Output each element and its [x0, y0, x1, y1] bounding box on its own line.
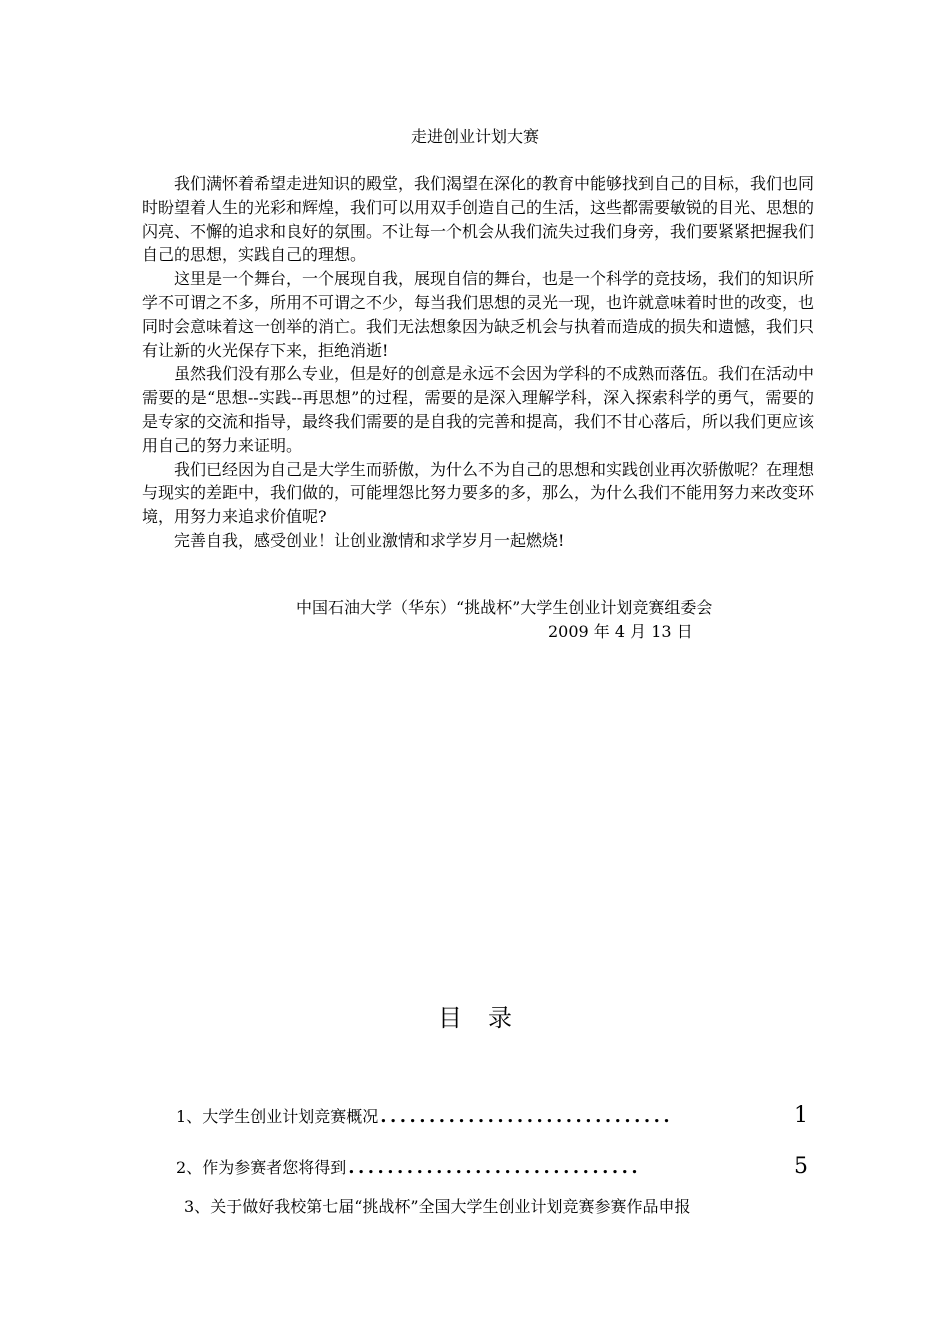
paragraph: 完善自我，感受创业！让创业激情和求学岁月一起燃烧!: [174, 530, 565, 550]
toc-item-number: 1、: [176, 1107, 203, 1126]
toc-item-text: 关于做好我校第七届“挑战杯”全国大学生创业计划竞赛参赛作品申报: [210, 1197, 691, 1216]
toc-item-overview[interactable]: [176, 1103, 808, 1128]
toc-leader-dots: ..............................: [348, 1157, 642, 1178]
paragraph: 我们满怀着希望走进知识的殿堂，我们渴望在深化的教育中能够找到自己的目标，我们也同时盼望着人生的光彩和辉煌，我们可以用双手创造自己的生活，这些都需要敏锐的目光、思想的闪亮、不懈的追求和良好的氛围。不让每一个机会从我们流失过我们身旁，我们要紧紧把握我们自己的思想，实践自己的理想。: [142, 174, 815, 265]
paragraph: 我们已经因为自己是大学生而骄傲，为什么不为自己的思想和实践创业再次骄傲呢？在理想与现实的差距中，我们做的，可能埋怨比努力要多的多，那么，为什么我们不能用努力来改变环境，用努力来追求价值呢?: [142, 459, 815, 527]
toc-page-number: 5: [794, 1154, 808, 1179]
toc-leader-dots: ..............................: [380, 1106, 674, 1127]
toc-item-submission[interactable]: [184, 1194, 824, 1217]
toc-title: 目录: [438, 1004, 538, 1032]
toc-item-benefits[interactable]: [176, 1154, 808, 1179]
intro-text: [142, 172, 814, 553]
toc-item-text: 大学生创业计划竞赛概况: [202, 1107, 379, 1126]
toc-item-text: 作为参赛者您将得到: [202, 1158, 347, 1177]
signature-date: 2009 年 4 月 13 日: [548, 622, 693, 641]
document-title: 走进创业计划大赛: [410, 127, 539, 146]
toc-page-number: 1: [794, 1103, 808, 1128]
toc-item-number: 3、: [184, 1197, 211, 1216]
signature-organization: 中国石油大学（华东）“挑战杯”大学生创业计划竞赛组委会: [296, 598, 713, 617]
paragraph: 这里是一个舞台，一个展现自我，展现自信的舞台，也是一个科学的竞技场，我们的知识所学不可谓之不多，所用不可谓之不少，每当我们思想的灵光一现，也许就意味着时世的改变，也同时会意味着这一创举的消亡。我们无法想象因为缺乏机会与执着而造成的损失和遗憾，我们只有让新的火光保存下来，拒绝消逝!: [142, 269, 815, 360]
toc-item-number: 2、: [176, 1158, 203, 1177]
paragraph: 虽然我们没有那么专业，但是好的创意是永远不会因为学科的不成熟而落伍。我们在活动中需要的是“思想--实践--再思想”的过程，需要的是深入理解学科，深入探索科学的勇气，需要的是专家的交流和指导，最终我们需要的是自我的完善和提高，我们不甘心落后，所以我们更应该用自己的努力来证明。: [142, 364, 815, 455]
